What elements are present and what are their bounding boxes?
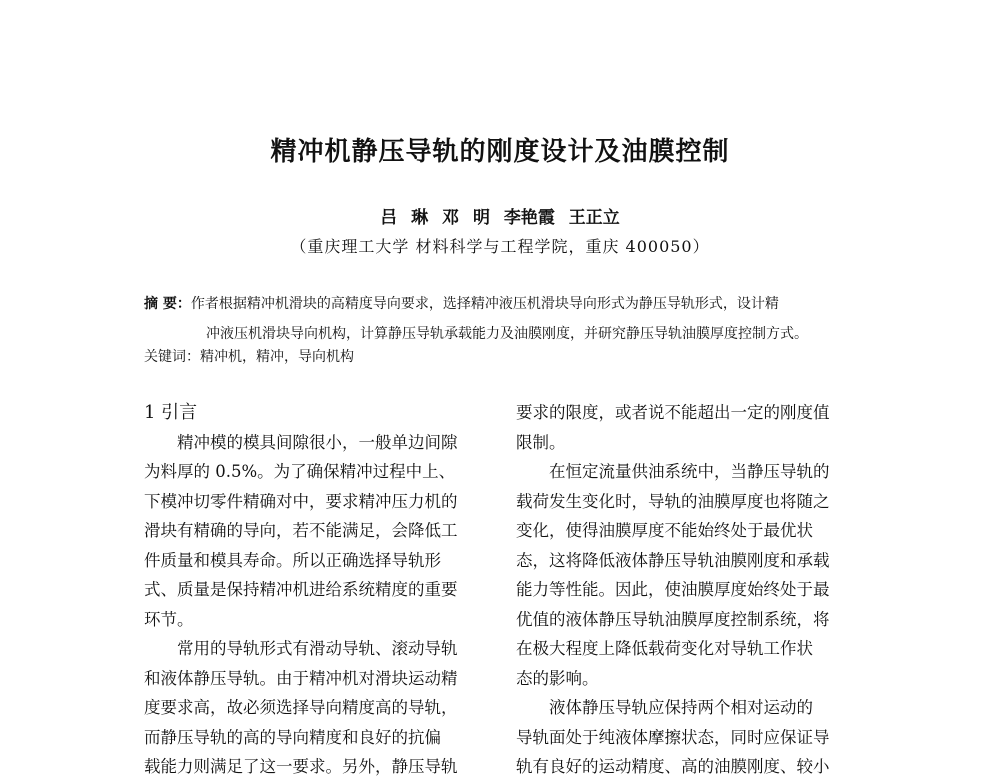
keywords-label: 关键词： bbox=[144, 349, 200, 365]
author-list: 吕 琳 邓 明 李艳霞 王正立 bbox=[380, 208, 620, 228]
body-line: 态，这将降低液体静压导轨油膜刚度和承载 bbox=[516, 550, 830, 570]
abstract-label: 摘 要： bbox=[144, 296, 191, 312]
body-line: 和液体静压导轨。由于精冲机对滑块运动精 bbox=[144, 668, 458, 688]
body-line: 环节。 bbox=[144, 609, 194, 629]
abstract-line-1 bbox=[144, 289, 860, 319]
body-line: 常用的导轨形式有滑动导轨、滚动导轨 bbox=[177, 639, 458, 658]
body-line: 变化，使得油膜厚度不能始终处于最优状 bbox=[516, 521, 813, 540]
abstract-text-1: 作者根据精冲机滑块的高精度导向要求，选择精冲液压机滑块导向形式为静压导轨形式，设计精 bbox=[190, 296, 779, 312]
body-line: 载能力则满足了这一要求。另外，静压导轨 bbox=[144, 757, 458, 776]
body-line: 优值的液体静压导轨油膜厚度控制系统，将 bbox=[516, 609, 830, 629]
body-line: 导轨面处于纯液体摩擦状态，同时应保证导 bbox=[516, 727, 830, 747]
left-column bbox=[144, 398, 484, 782]
body-line: 精冲模的模具间隙很小，一般单边间隙 bbox=[177, 432, 458, 452]
paper-title: 精冲机静压导轨的刚度设计及油膜控制 bbox=[270, 137, 730, 167]
affiliation: （重庆理工大学 材料科学与工程学院，重庆 400050） bbox=[290, 237, 710, 256]
body-line: 限制。 bbox=[516, 432, 566, 452]
abstract bbox=[144, 289, 860, 349]
body-line: 载荷发生变化时，导轨的油膜厚度也将随之 bbox=[516, 491, 830, 511]
abstract-line-2: 冲液压机滑块导向机构，计算静压导轨承载能力及油膜刚度，并研究静压导轨油膜厚度控制方式。 bbox=[206, 326, 808, 342]
body-line: 式、质量是保持精冲机进给系统精度的重要 bbox=[144, 580, 458, 599]
body-line: 在恒定流量供油系统中，当静压导轨的 bbox=[549, 462, 830, 481]
body-line: 件质量和模具寿命。所以正确选择导轨形 bbox=[144, 550, 441, 570]
body-line: 要求的限度，或者说不能超出一定的刚度值 bbox=[516, 403, 830, 422]
keywords bbox=[144, 346, 860, 366]
body-line: 下模冲切零件精确对中，要求精冲压力机的 bbox=[144, 491, 458, 511]
body-line: 在极大程度上降低载荷变化对导轨工作状 bbox=[516, 639, 813, 658]
body-line: 度要求高，故必须选择导向精度高的导轨， bbox=[144, 698, 458, 717]
body-line: 能力等性能。因此，使油膜厚度始终处于最 bbox=[516, 580, 830, 599]
body-line: 态的影响。 bbox=[516, 668, 599, 688]
body-line: 轨有良好的运动精度、高的油膜刚度、较小 bbox=[516, 757, 830, 776]
section-heading: 1 引言 bbox=[144, 402, 198, 423]
body-line: 液体静压导轨应保持两个相对运动的 bbox=[549, 698, 813, 717]
body-line: 为料厚的 0.5%。为了确保精冲过程中上、 bbox=[144, 462, 456, 481]
keywords-text: 精冲机，精冲，导向机构 bbox=[200, 349, 354, 365]
body-line: 而静压导轨的高的导向精度和良好的抗偏 bbox=[144, 727, 441, 747]
body-line: 滑块有精确的导向，若不能满足，会降低工 bbox=[144, 521, 458, 540]
right-column bbox=[516, 398, 860, 782]
